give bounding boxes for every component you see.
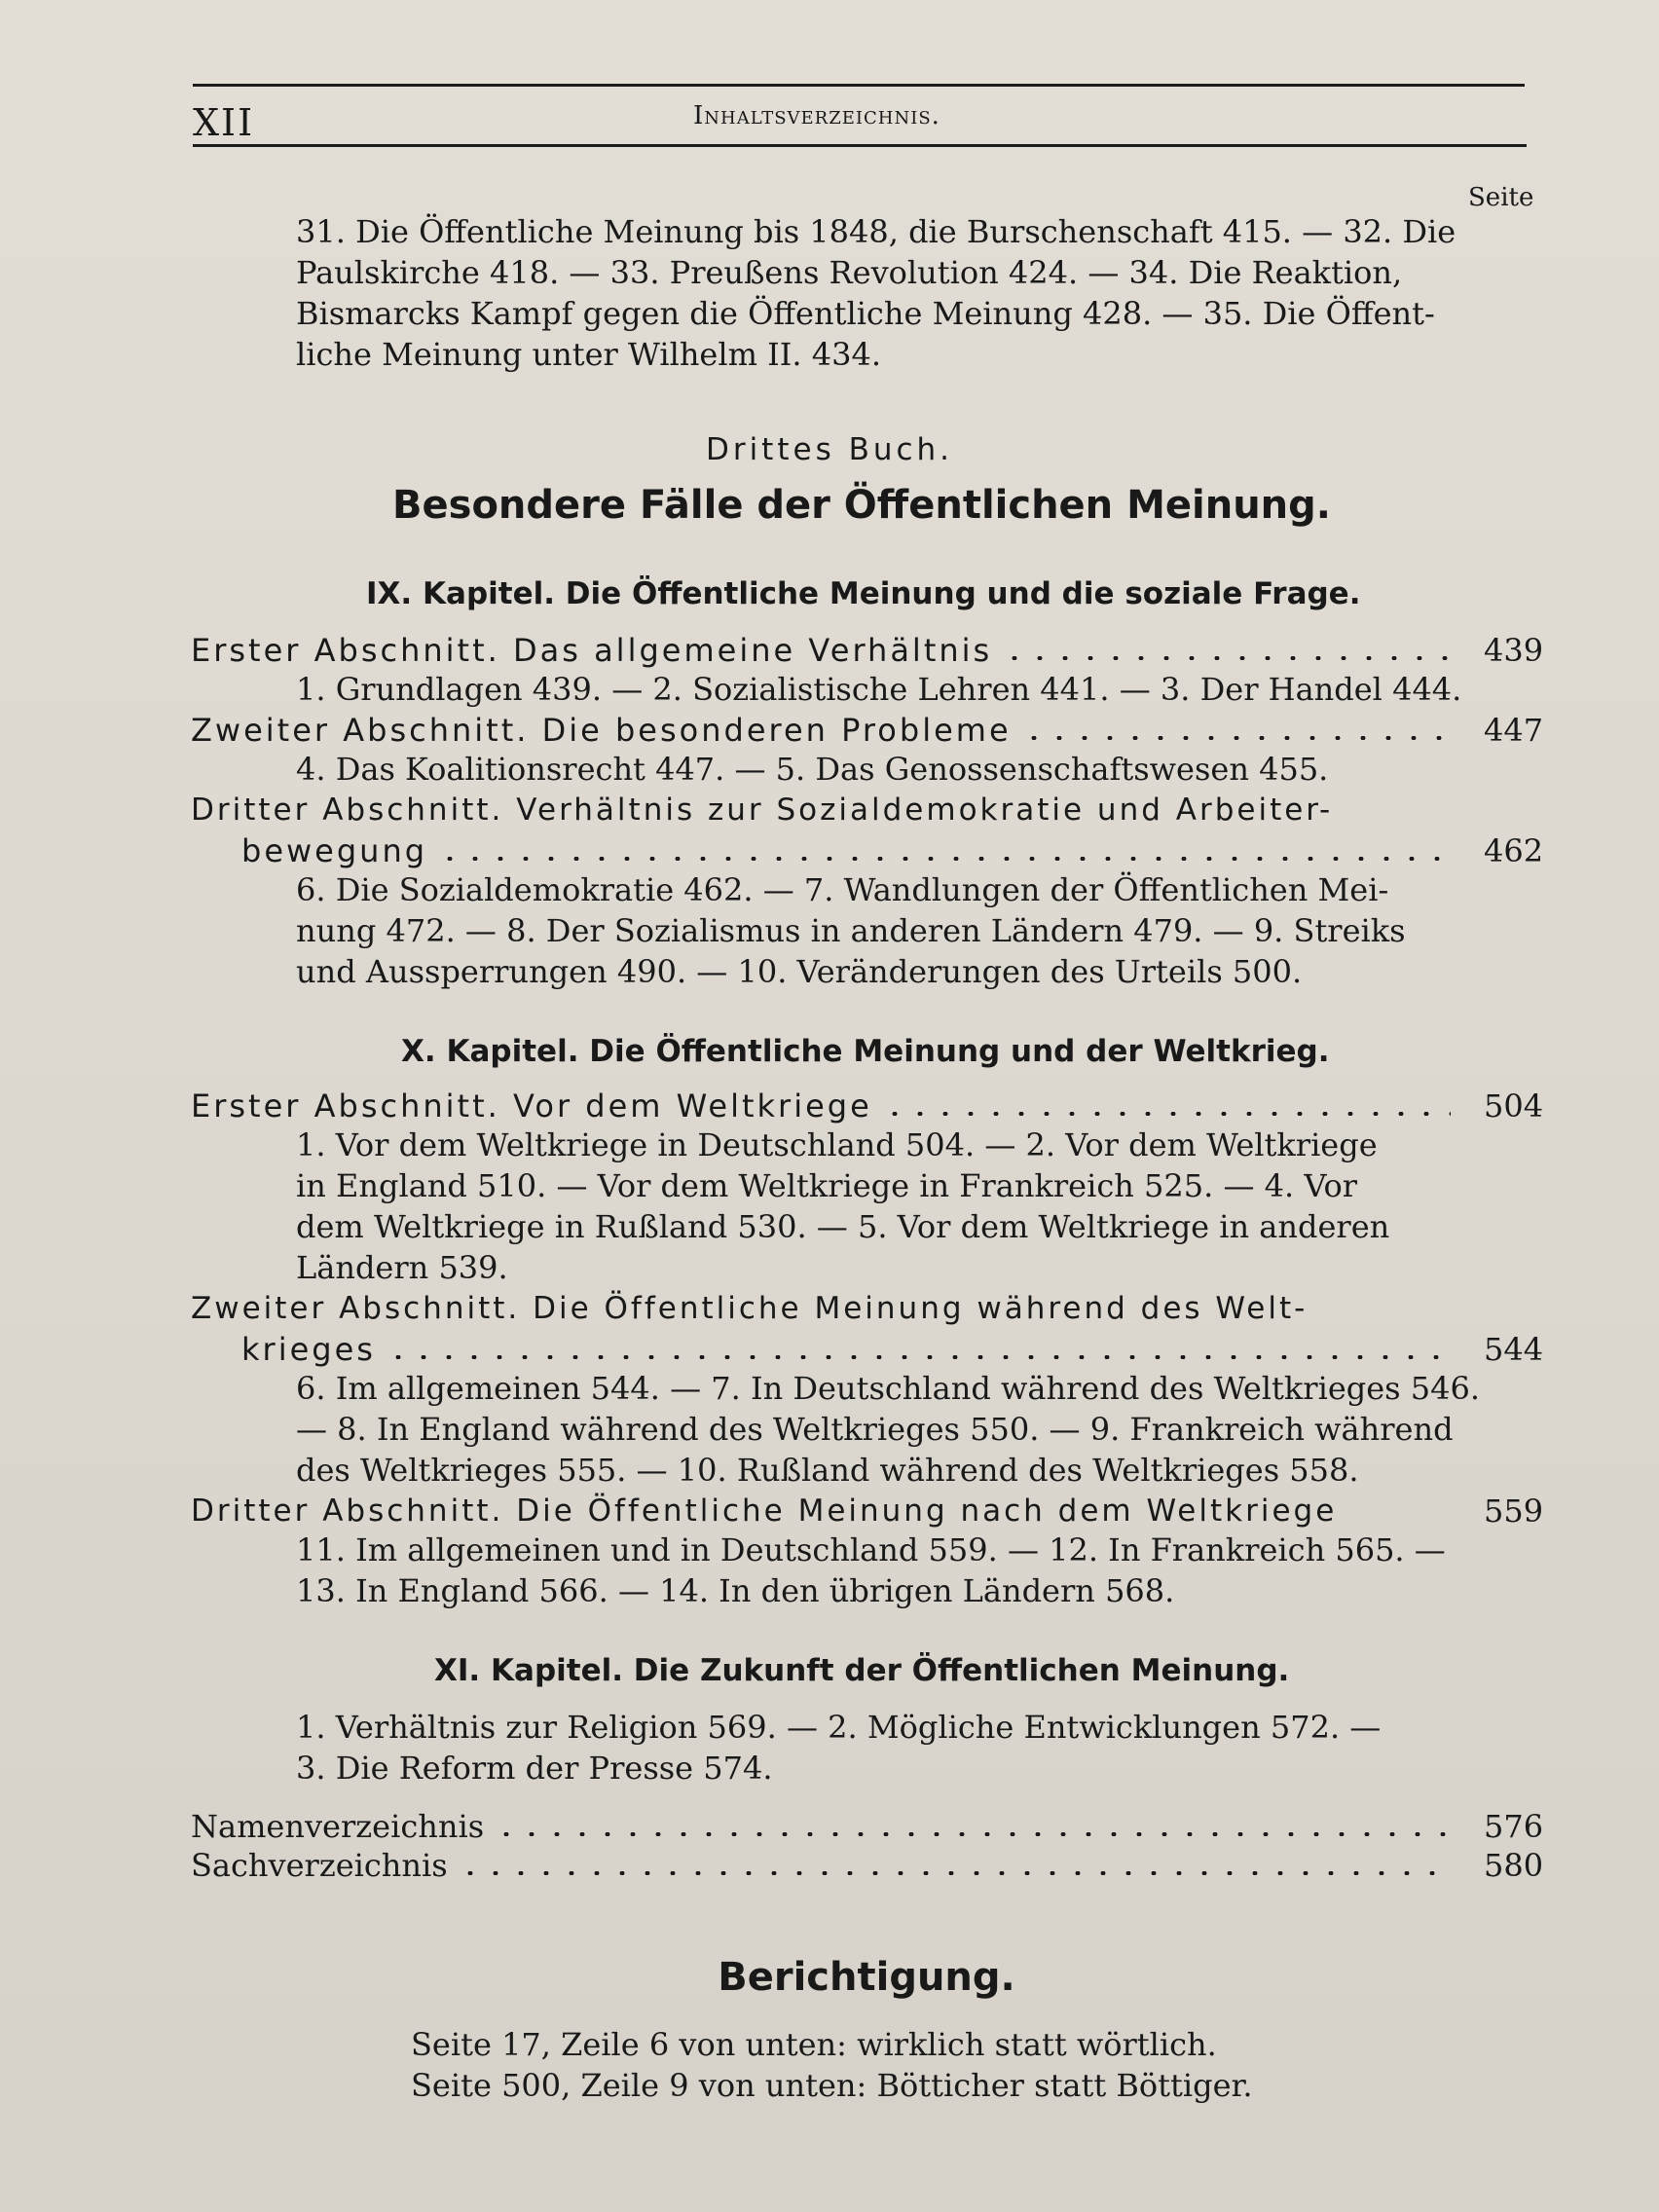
toc-page-number: 544 <box>1484 1331 1544 1368</box>
header-bottom-rule <box>193 144 1527 147</box>
toc-entry <box>191 1807 1460 1846</box>
subsection-line: 6. Im allgemeinen 544. — 7. In Deutschland während des Weltkrieges 546. <box>296 1370 1481 1407</box>
subsection-line: und Aussperrungen 490. — 10. Veränderungen des Urteils 500. <box>296 953 1303 990</box>
dot-leader <box>437 857 1451 861</box>
toc-page-number: 580 <box>1484 1847 1544 1884</box>
dot-leader <box>1002 656 1451 660</box>
intro-line: 31. Die Öffentliche Meinung bis 1848, die Burschenschaft 415. — 32. Die <box>296 213 1456 250</box>
errata-line: Seite 17, Zeile 6 von unten: wirklich statt wörtlich. <box>411 2026 1217 2063</box>
subsection-line: 1. Grundlagen 439. — 2. Sozialistische Lehren 441. — 3. Der Handel 444. <box>296 671 1462 708</box>
toc-entry-label: krieges <box>241 1331 376 1368</box>
subsection-line: des Weltkrieges 555. — 10. Rußland während des Weltkrieges 558. <box>296 1452 1359 1489</box>
seite-column-label: Seite <box>1468 183 1534 212</box>
toc-entry-label: Namenverzeichnis <box>191 1808 485 1845</box>
toc-page-number: 559 <box>1484 1493 1544 1530</box>
subsection-line: Ländern 539. <box>296 1249 508 1286</box>
toc-entry-label: Erster Abschnitt. Das allgemeine Verhältnis <box>191 632 993 669</box>
dot-leader <box>1021 736 1451 740</box>
intro-line: Bismarcks Kampf gegen die Öffentliche Meinung 428. — 35. Die Öffent- <box>296 295 1435 332</box>
subsection-line: 1. Verhältnis zur Religion 569. — 2. Mögliche Entwicklungen 572. — <box>296 1709 1382 1746</box>
toc-entry-label: Zweiter Abschnitt. Die Öffentliche Meinung während des Welt- <box>191 1291 1309 1326</box>
toc-entry <box>191 631 1460 670</box>
subsection-line: dem Weltkriege in Rußland 530. — 5. Vor dem Weltkriege in anderen <box>296 1208 1390 1245</box>
running-title: Inhaltsverzeichnis. <box>693 101 940 130</box>
intro-line: liche Meinung unter Wilhelm II. 434. <box>296 336 881 373</box>
dot-leader <box>386 1355 1451 1359</box>
subsection-line: 3. Die Reform der Presse 574. <box>296 1750 773 1787</box>
toc-entry-label: Erster Abschnitt. Vor dem Weltkriege <box>191 1088 872 1124</box>
toc-entry <box>191 711 1460 750</box>
toc-entry-label: Dritter Abschnitt. Verhältnis zur Sozialdemokratie und Arbeiter- <box>191 793 1334 828</box>
subsection-line: 1. Vor dem Weltkriege in Deutschland 504. — 2. Vor dem Weltkriege <box>296 1126 1378 1163</box>
toc-page-number: 576 <box>1484 1808 1544 1845</box>
errata-title: Berichtigung. <box>718 1955 1015 2000</box>
subsection-line: — 8. In England während des Weltkrieges 550. — 9. Frankreich während <box>296 1411 1454 1448</box>
toc-entry <box>241 831 1460 870</box>
book-label: Drittes Buch. <box>705 432 954 467</box>
toc-entry <box>241 1330 1460 1369</box>
dot-leader <box>494 1832 1451 1836</box>
subsection-line: 13. In England 566. — 14. In den übrigen Ländern 568. <box>296 1572 1175 1609</box>
toc-entry-label: bewegung <box>241 832 428 869</box>
subsection-line: 11. Im allgemeinen und in Deutschland 559. — 12. In Frankreich 565. — <box>296 1531 1446 1568</box>
errata-line: Seite 500, Zeile 9 von unten: Bötticher statt Böttiger. <box>411 2067 1253 2104</box>
chapter-heading: X. Kapitel. Die Öffentliche Meinung und der Weltkrieg. <box>401 1034 1330 1069</box>
chapter-heading: XI. Kapitel. Die Zukunft der Öffentlichen Meinung. <box>434 1653 1290 1688</box>
subsection-line: 4. Das Koalitionsrecht 447. — 5. Das Genossenschaftswesen 455. <box>296 751 1329 788</box>
header-top-rule <box>193 84 1525 87</box>
subsection-line: in England 510. — Vor dem Weltkriege in Frankreich 525. — 4. Vor <box>296 1167 1358 1204</box>
page-number: XII <box>193 101 255 144</box>
intro-line: Paulskirche 418. — 33. Preußens Revolution 424. — 34. Die Reaktion, <box>296 254 1403 291</box>
toc-entry-label: Zweiter Abschnitt. Die besonderen Probleme <box>191 712 1012 749</box>
subsection-line: 6. Die Sozialdemokratie 462. — 7. Wandlungen der Öffentlichen Mei- <box>296 871 1389 908</box>
toc-entry <box>191 1087 1460 1125</box>
toc-entry <box>191 1846 1460 1885</box>
book-title: Besondere Fälle der Öffentlichen Meinung. <box>392 483 1331 528</box>
toc-entry-label: Dritter Abschnitt. Die Öffentliche Meinung nach dem Weltkriege <box>191 1493 1338 1529</box>
chapter-heading: IX. Kapitel. Die Öffentliche Meinung und die soziale Frage. <box>366 576 1361 611</box>
subsection-line: nung 472. — 8. Der Sozialismus in anderen Ländern 479. — 9. Streiks <box>296 912 1406 949</box>
dot-leader <box>458 1871 1451 1875</box>
toc-entry-label: Sachverzeichnis <box>191 1847 448 1884</box>
toc-page-number: 504 <box>1484 1088 1544 1124</box>
toc-page-number: 462 <box>1484 832 1544 869</box>
toc-page-number: 439 <box>1484 632 1544 669</box>
dot-leader <box>882 1112 1451 1116</box>
toc-page-number: 447 <box>1484 712 1544 749</box>
